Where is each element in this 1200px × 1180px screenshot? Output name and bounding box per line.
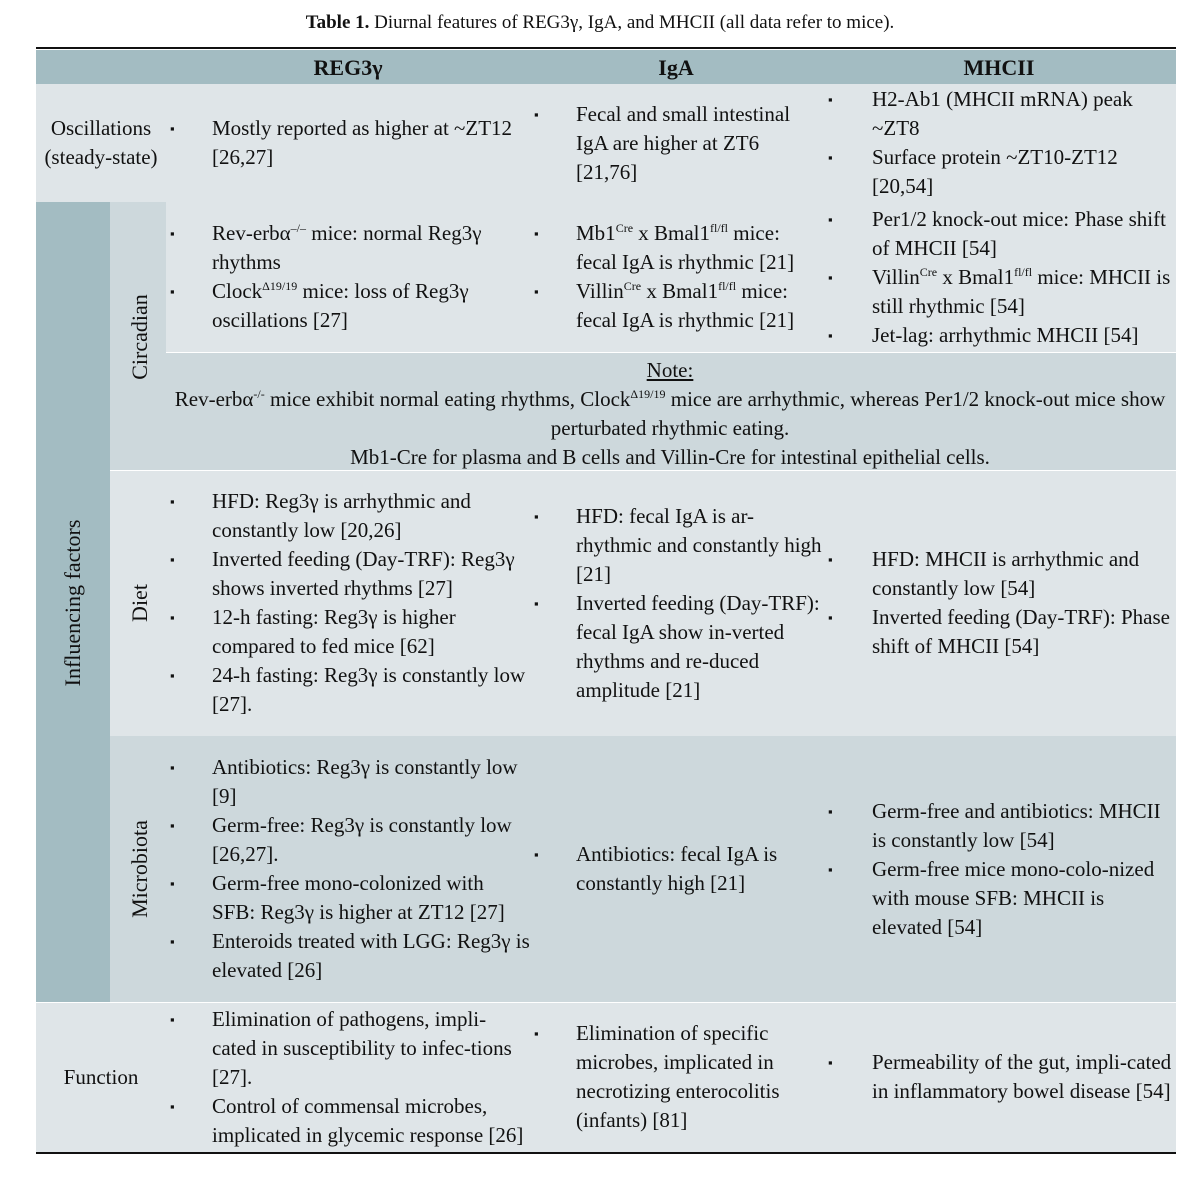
list-item [822,143,1176,201]
list-item [166,603,530,661]
bottom-rule [36,1152,1176,1154]
list-item-text: Enteroids treated with LGG: Reg3γ is elevated [26] [212,929,530,982]
list-item-text: Mostly reported as higher at ~ZT12 [26,27] [212,116,513,169]
bullet-icon: ▪ [170,1011,175,1027]
bullet-icon: ▪ [170,934,175,949]
list-item-text: Villin$^{Cre}$ x $Bmal1^{fl/fl}$ mice: MHCII is still rhythmic [54] [872,264,1171,318]
bullet-icon: ▪ [534,508,539,524]
bullet-icon: ▪ [828,327,833,343]
cell-micro-mhcii [822,736,1176,1002]
circadian-label: Circadian [127,294,152,380]
list-item [530,1019,822,1135]
list-item-text: Inverted feeding (Day-TRF): Reg3γ shows inverted rhythms [27] [212,547,515,600]
list-item [530,277,822,335]
list-item-text: Rev-erbα–/– mice: normal Reg3γ rhythms [212,221,482,274]
list-item-text: Antibiotics: Reg3γ is constantly low [9] [212,755,518,808]
list-item-text: Control of commensal microbes, implicated in glycemic response [26] [212,1093,524,1147]
list-item-text: 12-h fasting: Reg3γ is higher compared to fed mice [62] [212,605,456,658]
list-item [166,277,530,335]
list-item-text: Antibiotics: fecal IgA is constantly high [21] [576,842,778,895]
cell-circ-iga [530,202,822,352]
list-item [822,603,1176,661]
diet-label: Diet [127,584,152,622]
cell-diet-iga [530,470,822,736]
bullet-icon: ▪ [828,861,833,877]
bullet-icon: ▪ [828,150,833,165]
list-item-text: Surface protein ~ZT10-ZT12 [20,54] [872,145,1118,198]
cell-osc-mhcii [822,84,1176,202]
cell-circ-mhcii [822,202,1176,352]
table-caption [0,12,1200,34]
list-item-text: Permeability of the gut, impli-cated in inflammatory bowel disease [54] [872,1050,1172,1103]
list-item [166,661,530,719]
note-line2: Mb1-Cre for plasma and B cells and Villin-Cre for intestinal epithelial cells. [350,445,990,469]
caption-text: Diurnal features of REG3γ, IgA, and MHCII (all data refer to mice). [374,12,895,33]
list-item-text: $Mb1^{Cre}$ x $Bmal1^{fl/fl}$ mice: fecal IgA is rhythmic [21] [576,221,795,274]
list-item [822,797,1176,855]
header-mhcii: MHCII [963,55,1035,80]
list-item [530,219,822,277]
header-iga: IgA [658,55,694,80]
list-item-text: Per1/2 knock-out mice: Phase shift of MHCII [54] [872,206,1166,260]
bullet-icon: ▪ [828,92,833,107]
bullet-icon: ▪ [828,803,833,819]
list-item [166,869,530,927]
bullet-icon: ▪ [170,494,175,509]
list-item-text: Clock$^{\Delta 19/19}$ mice: loss of Reg3γ oscillations [27] [212,279,469,332]
bullet-icon: ▪ [170,876,175,891]
cell-func-iga [530,1002,822,1152]
header-reg3: REG3γ [313,55,383,80]
list-item-text: Elimination of specific microbes, implicated in necrotizing enterocolitis (infants) [81] [576,1021,780,1132]
cell-diet-mhcii [822,470,1176,736]
list-item [822,263,1176,321]
cell-func-reg3 [166,1002,530,1152]
microbiota-label: Microbiota [127,820,152,918]
cell-micro-iga [530,736,822,1002]
row-label-function: Function [63,1064,139,1089]
list-item [822,205,1176,263]
caption-label: Table 1. [305,12,370,33]
list-item [166,487,530,545]
list-item [822,1048,1176,1106]
cell-osc-reg3 [166,84,530,202]
list-item [822,545,1176,603]
bullet-icon: ▪ [534,1026,539,1041]
circadian-note [170,356,1170,472]
list-item [166,1092,530,1150]
bullet-icon: ▪ [170,668,175,683]
row-label-oscillations: Oscillations (steady-state) [44,116,158,169]
list-item [166,927,530,985]
list-item-text: 24-h fasting: Reg3γ is constantly low [27]. [212,663,526,716]
bullet-icon: ▪ [170,226,175,241]
list-item [166,753,530,811]
list-item [166,219,530,277]
cell-diet-reg3 [166,470,530,736]
list-item-text: HFD: Reg3γ is arrhythmic and constantly low [20,26] [212,489,471,542]
list-item-text: HFD: fecal IgA is ar-rhythmic and constantly high [21] [576,503,822,586]
list-item [166,545,530,603]
cell-micro-reg3 [166,736,530,1002]
influencing-factors-label: Influencing factors [60,519,85,687]
list-item [530,502,822,589]
bullet-icon: ▪ [170,284,175,299]
list-item-text: Fecal and small intestinal IgA are higher at ZT6 [21,76] [576,101,791,184]
bullet-icon: ▪ [170,610,175,625]
list-item-text: Inverted feeding (Day-TRF): Phase shift of MHCII [54] [872,605,1170,658]
bullet-icon: ▪ [534,284,539,299]
list-item [822,855,1176,942]
note-title: Note: [646,358,694,382]
cell-circ-reg3 [166,202,530,352]
list-item [530,100,822,187]
list-item [822,85,1176,143]
list-item [166,114,530,172]
bullet-icon: ▪ [534,595,539,611]
list-item-text: Germ-free: Reg3γ is constantly low [26,27]. [212,813,512,866]
bullet-icon: ▪ [828,211,833,227]
bullet-icon: ▪ [170,818,175,833]
bullet-icon: ▪ [170,760,175,775]
bullet-icon: ▪ [170,1098,175,1114]
bullet-icon: ▪ [534,847,539,862]
list-item-text: Jet-lag: arrhythmic MHCII [54] [872,322,1139,347]
list-item-text: HFD: MHCII is arrhythmic and constantly low [54] [872,547,1140,600]
cell-osc-iga [530,84,822,202]
bullet-icon: ▪ [534,106,539,122]
bullet-icon: ▪ [534,226,539,241]
bullet-icon: ▪ [828,1055,833,1070]
list-item-text: Villin$^{Cre}$ x $Bmal1^{fl/fl}$ mice: fecal IgA is rhythmic [21] [576,279,795,332]
list-item [530,840,822,898]
list-item [166,1005,530,1092]
list-item-text: Germ-free mono-colonized with SFB: Reg3γ is higher at ZT12 [27] [212,871,505,924]
bullet-icon: ▪ [828,269,833,285]
bullet-icon: ▪ [170,552,175,567]
list-item [166,811,530,869]
list-item-text: Inverted feeding (Day-TRF): fecal IgA show in-verted rhythms and re-duced amplitude [21] [576,590,820,702]
bullet-icon: ▪ [828,610,833,625]
list-item-text: Germ-free mice mono-colo-nized with mouse SFB: MHCII is elevated [54] [872,856,1155,939]
list-item-text: H2-Ab1 (MHCII mRNA) peak ~ZT8 [872,87,1133,140]
bullet-icon: ▪ [828,552,833,567]
list-item [530,589,822,705]
note-line1: Rev-erbα-/- mice exhibit normal eating rhythms, Clock$^{\Delta 19/19}$ mice are arrhythmic, whereas Per1/2 knock-out mice show perturbated rhythmic eating. [174,387,1166,440]
list-item-text: Elimination of pathogens, impli-cated in susceptibility to infec-tions [27]. [212,1006,512,1089]
list-item-text: Germ-free and antibiotics: MHCII is constantly low [54] [872,798,1161,852]
cell-func-mhcii [822,1002,1176,1152]
bullet-icon: ▪ [170,121,175,136]
top-rule [36,47,1176,49]
list-item [822,321,1176,350]
